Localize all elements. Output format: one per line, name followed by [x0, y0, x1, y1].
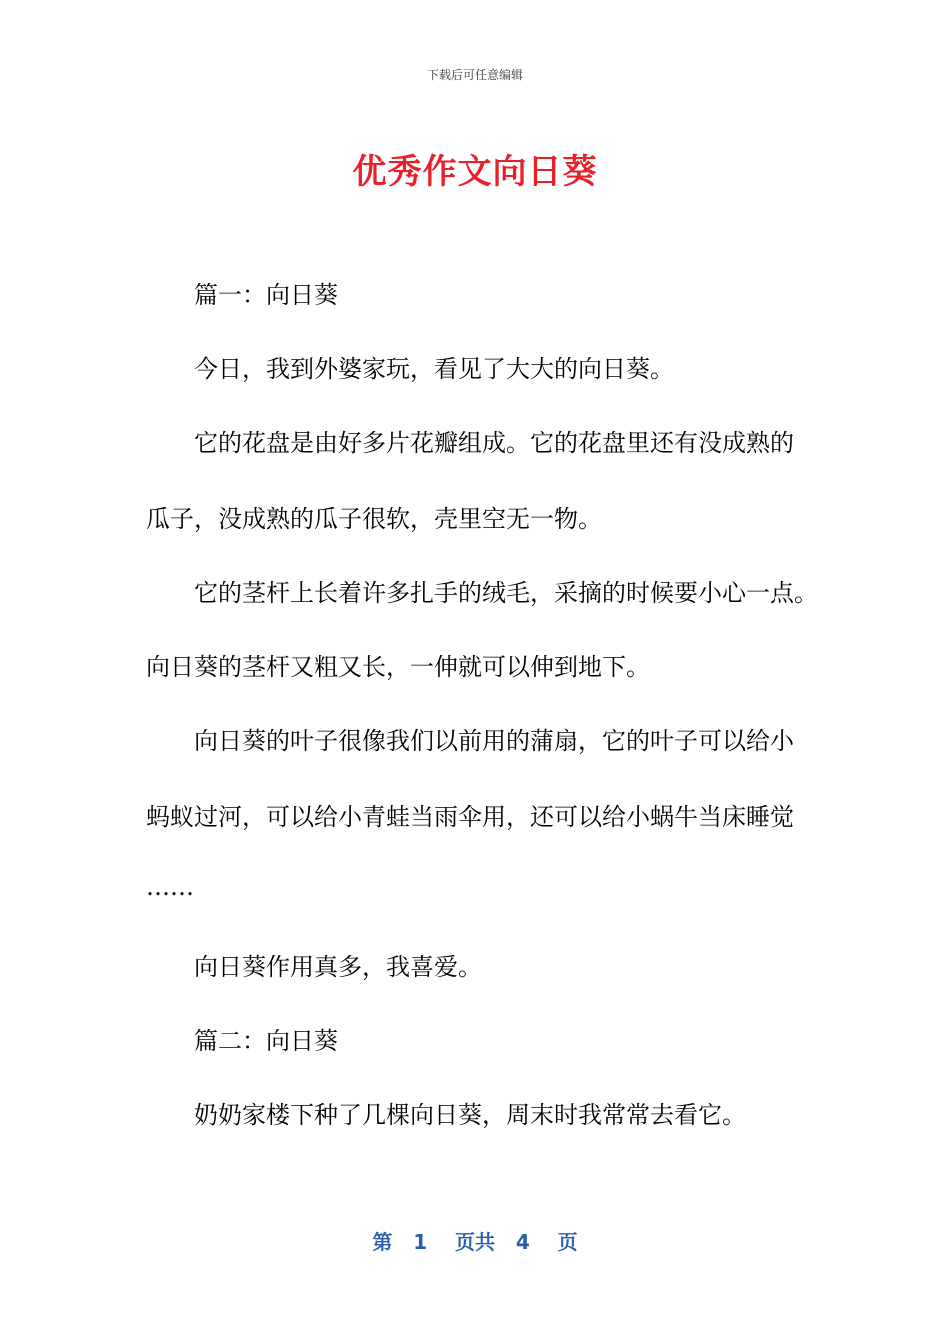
- paragraph-line: 向日葵的茎杆又粗又长，一伸就可以伸到地下。: [146, 653, 650, 681]
- paragraph-line: 奶奶家楼下种了几棵向日葵，周末时我常常去看它。: [194, 1101, 746, 1129]
- document-title: 优秀作文向日葵: [352, 152, 598, 192]
- paragraph-line: 今日，我到外婆家玩，看见了大大的向日葵。: [194, 355, 674, 383]
- footer-suffix: 页: [557, 1230, 578, 1254]
- paragraph-line: 向日葵的叶子很像我们以前用的蒲扇，它的叶子可以给小: [194, 727, 794, 755]
- paragraph-line: 向日葵作用真多，我喜爱。: [194, 953, 482, 981]
- paragraph-line: 篇二：向日葵: [194, 1027, 338, 1055]
- paragraph-line: 它的花盘是由好多片花瓣组成。它的花盘里还有没成熟的: [194, 429, 794, 457]
- header-note: 下载后可任意编辑: [426, 68, 523, 82]
- footer-middle: 页共: [455, 1230, 495, 1254]
- paragraph-line: 蚂蚁过河，可以给小青蛙当雨伞用，还可以给小蜗牛当床睡觉: [146, 803, 794, 831]
- paragraph-line: 篇一：向日葵: [194, 281, 338, 309]
- paragraph-line: 瓜子，没成熟的瓜子很软，壳里空无一物。: [146, 505, 602, 533]
- paragraph-line: ……: [146, 873, 194, 901]
- footer-page-number: 1: [413, 1230, 428, 1254]
- page-footer: [0, 1226, 950, 1255]
- footer-prefix: 第: [372, 1230, 393, 1254]
- footer-total-pages: 4: [515, 1230, 530, 1254]
- paragraph-line: 它的茎杆上长着许多扎手的绒毛，采摘的时候要小心一点。: [194, 579, 818, 607]
